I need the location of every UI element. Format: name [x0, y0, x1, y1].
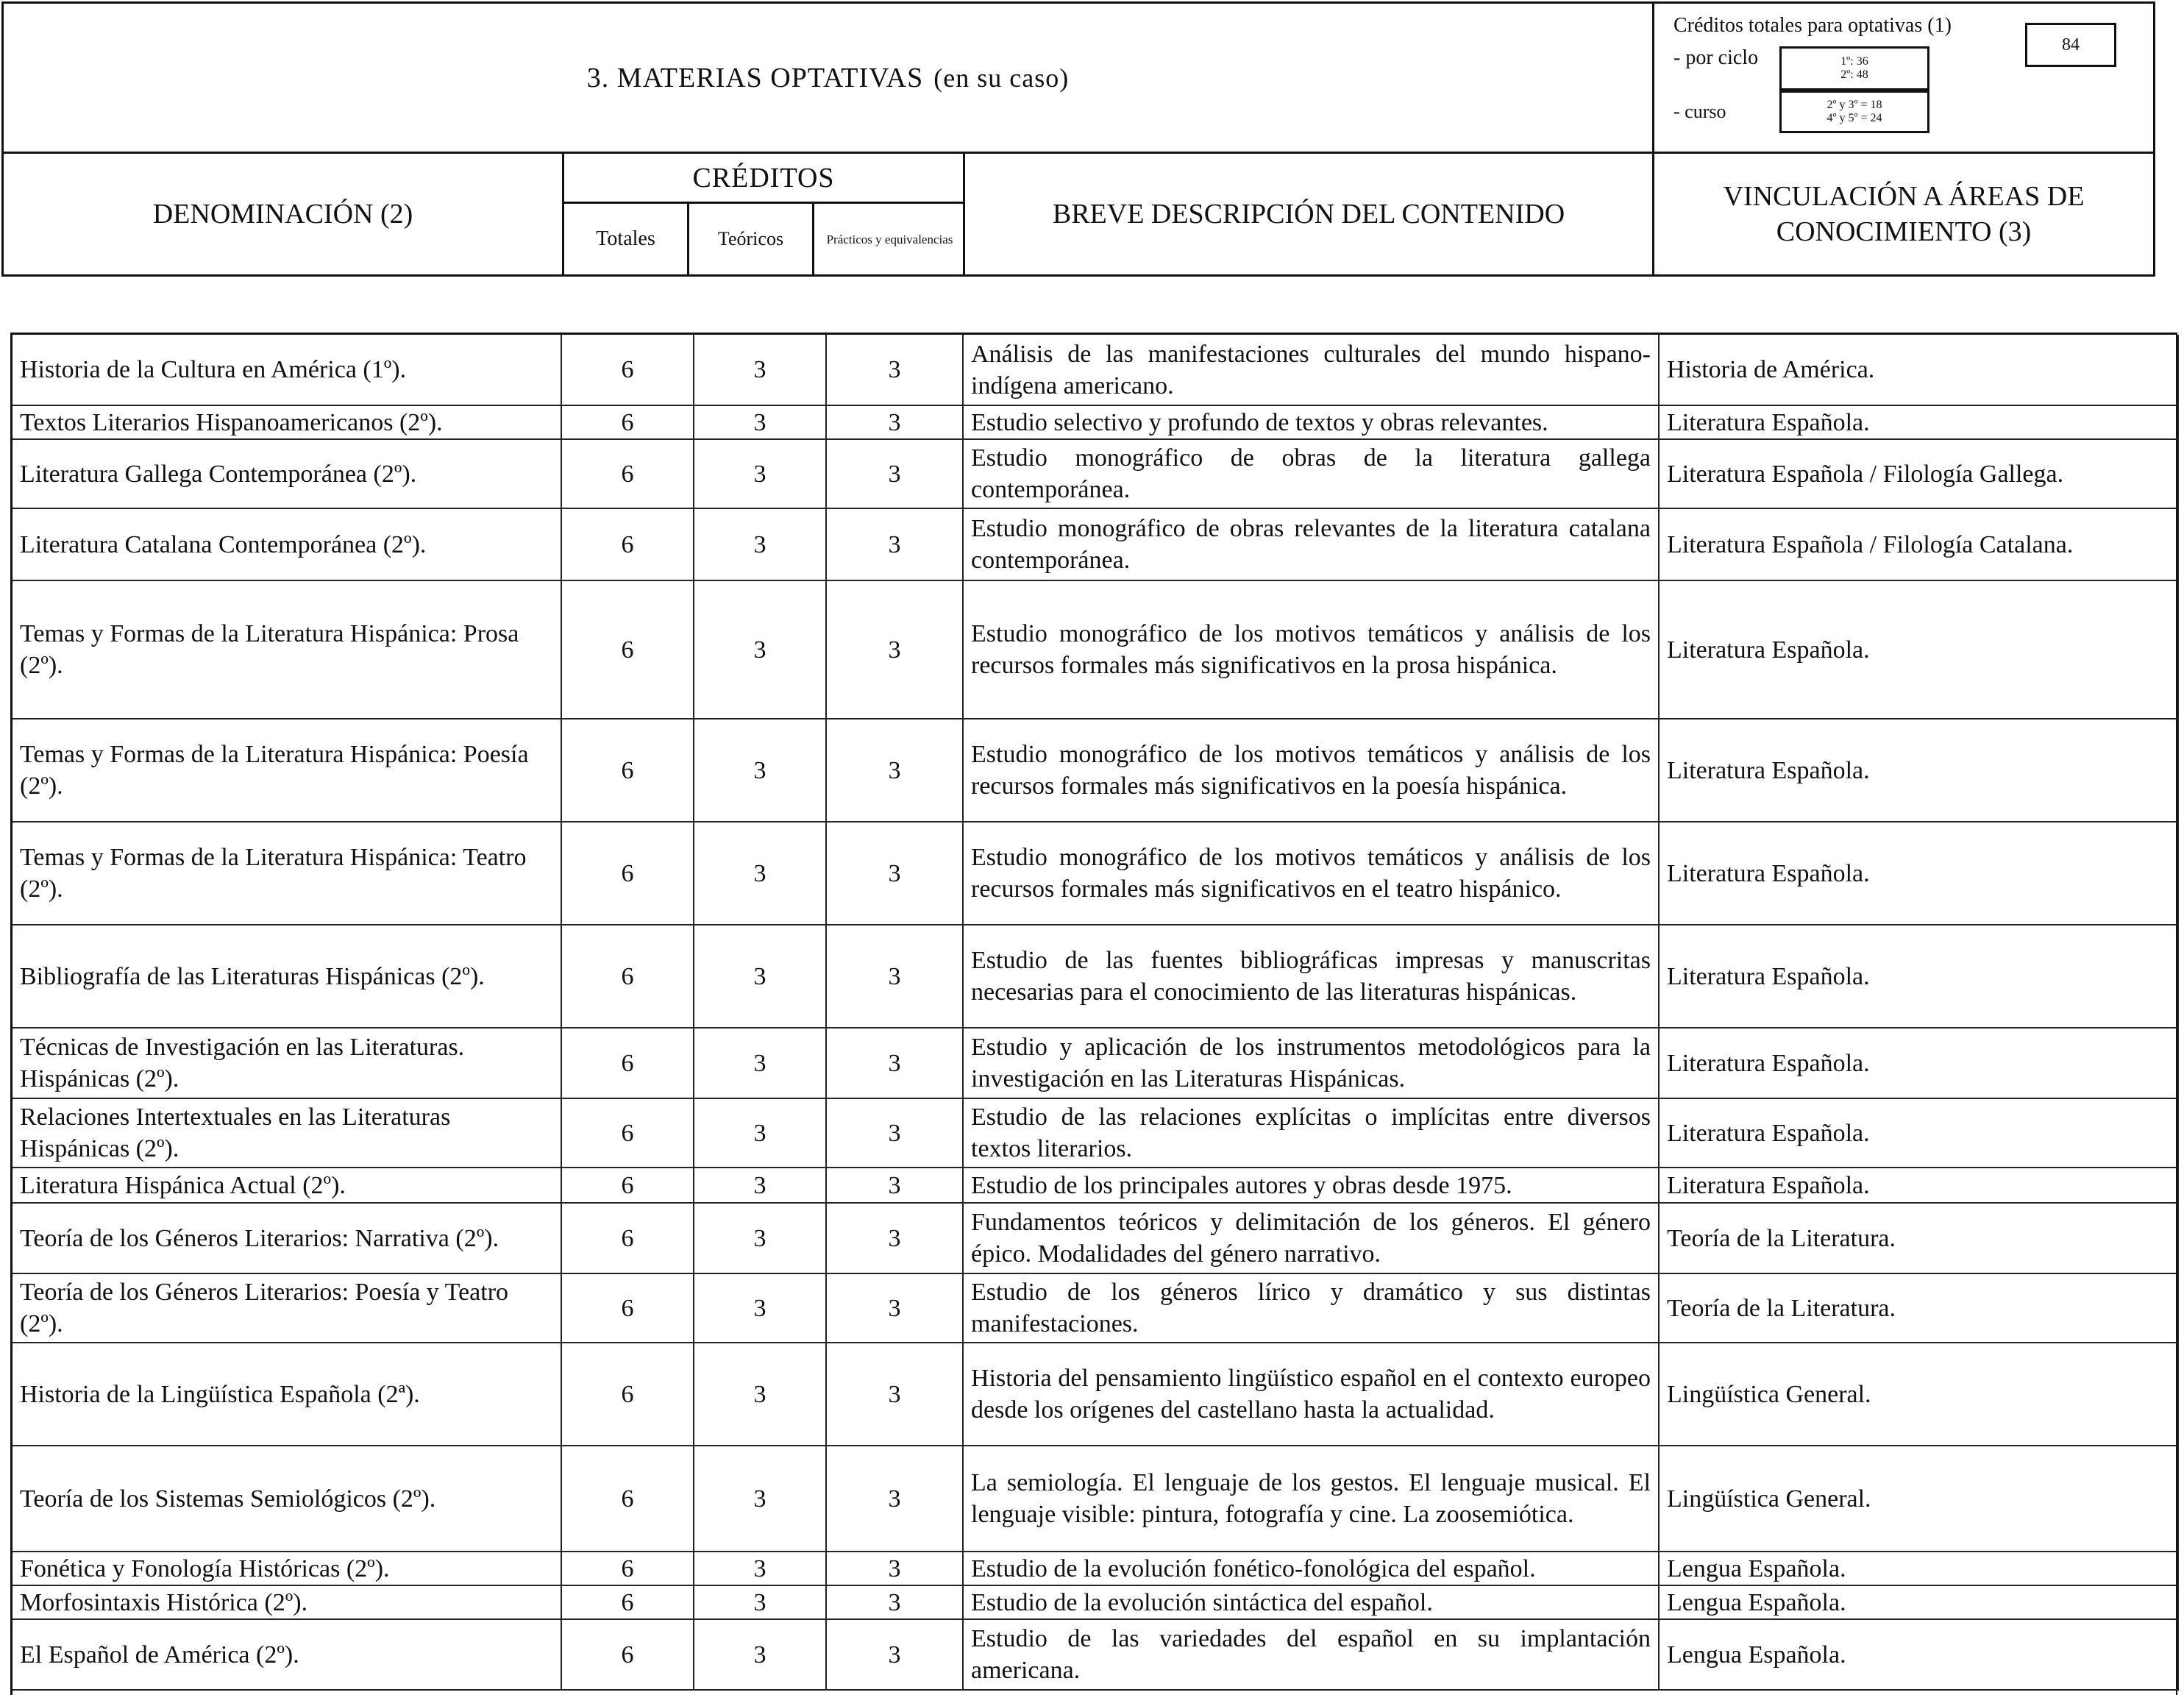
row-practicos: 3: [826, 1028, 963, 1098]
row-practicos: 3: [826, 1585, 963, 1619]
table-row: [13, 1168, 2178, 1203]
row-practicos: 3: [826, 1343, 963, 1446]
row-descripcion: Estudio de los principales autores y obras desde 1975.: [963, 1168, 1659, 1203]
row-totales: 6: [561, 1168, 694, 1203]
table-row: [13, 1273, 2178, 1343]
row-area: Literatura Española.: [1659, 719, 2178, 822]
row-descripcion: Estudio de las variedades del español en su implantación americana.: [963, 1619, 1659, 1690]
header-box: [1, 1, 2155, 277]
row-teoricos: 3: [694, 1552, 826, 1585]
row-totales: 6: [561, 1585, 694, 1619]
table-row: [13, 335, 2178, 405]
por-ciclo-line-2: 2º: 48: [1840, 68, 1868, 81]
row-totales: 6: [561, 1619, 694, 1690]
row-practicos: 3: [826, 439, 963, 508]
row-area: Literatura Española / Filología Gallega.: [1659, 439, 2178, 508]
table-row: [13, 1098, 2178, 1168]
row-practicos: 3: [826, 1098, 963, 1168]
row-descripcion: Fundamentos teóricos y delimitación de los géneros. El género épico. Modalidades del género narrativo.: [963, 1203, 1659, 1273]
row-practicos: 3: [826, 1168, 963, 1203]
column-header-totales: Totales: [564, 204, 689, 274]
row-descripcion: Estudio monográfico de los motivos temáticos y análisis de los recursos formales más significativos en la prosa hispánica.: [963, 580, 1659, 719]
table-row: [13, 1619, 2178, 1690]
materias-table: [13, 335, 2179, 1691]
row-descripcion: Historia del pensamiento lingüístico español en el contexto europeo desde los orígenes del castellano hasta la actualidad.: [963, 1343, 1659, 1446]
row-denominacion: Bibliografía de las Literaturas Hispánicas (2º).: [13, 925, 561, 1028]
row-teoricos: 3: [694, 1446, 826, 1552]
row-practicos: 3: [826, 822, 963, 925]
row-totales: 6: [561, 925, 694, 1028]
creditos-totales-label: Créditos totales para optativas (1): [1673, 14, 1952, 37]
curso-label: - curso: [1673, 101, 1726, 122]
row-area: Literatura Española.: [1659, 1028, 2178, 1098]
row-denominacion: Morfosintaxis Histórica (2º).: [13, 1585, 561, 1619]
row-area: Literatura Española.: [1659, 1168, 2178, 1203]
row-teoricos: 3: [694, 580, 826, 719]
row-practicos: 3: [826, 1552, 963, 1585]
column-header-denominacion: DENOMINACIÓN (2): [4, 154, 564, 274]
row-practicos: 3: [826, 719, 963, 822]
row-teoricos: 3: [694, 822, 826, 925]
row-denominacion: Historia de la Lingüística Española (2ª).: [13, 1343, 561, 1446]
row-descripcion: Estudio y aplicación de los instrumentos metodológicos para la investigación en las Literaturas Hispánicas.: [963, 1028, 1659, 1098]
row-descripcion: La semiología. El lenguaje de los gestos. El lenguaje musical. El lenguaje visible: pintura, fotografía y cine. La zoosemiótica.: [963, 1446, 1659, 1552]
row-descripcion: Estudio monográfico de los motivos temáticos y análisis de los recursos formales más significativos en la poesía hispánica.: [963, 719, 1659, 822]
por-ciclo-label: - por ciclo: [1673, 46, 1759, 69]
row-descripcion: Estudio monográfico de los motivos temáticos y análisis de los recursos formales más significativos en el teatro hispánico.: [963, 822, 1659, 925]
row-area: Literatura Española.: [1659, 822, 2178, 925]
row-teoricos: 3: [694, 1203, 826, 1273]
row-denominacion: Teoría de los Sistemas Semiológicos (2º).: [13, 1446, 561, 1552]
row-teoricos: 3: [694, 925, 826, 1028]
row-teoricos: 3: [694, 405, 826, 439]
row-practicos: 3: [826, 508, 963, 580]
table-row: [13, 1446, 2178, 1552]
row-denominacion: Teoría de los Géneros Literarios: Narrativa (2º).: [13, 1203, 561, 1273]
row-descripcion: Estudio de las relaciones explícitas o implícitas entre diversos textos literarios.: [963, 1098, 1659, 1168]
row-area: Historia de América.: [1659, 335, 2178, 405]
row-teoricos: 3: [694, 1028, 826, 1098]
row-totales: 6: [561, 1098, 694, 1168]
row-practicos: 3: [826, 1619, 963, 1690]
row-denominacion: El Español de América (2º).: [13, 1619, 561, 1690]
row-denominacion: Relaciones Intertextuales en las Literaturas Hispánicas (2º).: [13, 1098, 561, 1168]
table-row: [13, 1552, 2178, 1585]
row-practicos: 3: [826, 335, 963, 405]
section-title-cell: [4, 4, 1654, 154]
row-totales: 6: [561, 405, 694, 439]
table-row: [13, 822, 2178, 925]
row-area: Literatura Española.: [1659, 580, 2178, 719]
row-practicos: 3: [826, 580, 963, 719]
row-area: Teoría de la Literatura.: [1659, 1273, 2178, 1343]
row-descripcion: Análisis de las manifestaciones culturales del mundo hispano-indígena americano.: [963, 335, 1659, 405]
row-teoricos: 3: [694, 508, 826, 580]
column-header-teoricos: Teóricos: [689, 204, 814, 274]
curso-line-1: 2º y 3º = 18: [1826, 99, 1882, 111]
section-title: 3. MATERIAS OPTATIVAS: [586, 62, 924, 93]
row-area: Teoría de la Literatura.: [1659, 1203, 2178, 1273]
row-practicos: 3: [826, 1203, 963, 1273]
table-row: [13, 508, 2178, 580]
column-header-vinculacion: VINCULACIÓN A ÁREAS DE CONOCIMIENTO (3): [1723, 181, 2085, 247]
row-descripcion: Estudio de las fuentes bibliográficas impresas y manuscritas necesarias para el conocimiento de las literaturas hispánicas.: [963, 925, 1659, 1028]
row-denominacion: Literatura Catalana Contemporánea (2º).: [13, 508, 561, 580]
curso-line-2: 4º y 5º = 24: [1826, 112, 1882, 124]
table-row: [13, 925, 2178, 1028]
row-area: Literatura Española.: [1659, 405, 2178, 439]
table-row: [13, 1028, 2178, 1098]
row-denominacion: Historia de la Cultura en América (1º).: [13, 335, 561, 405]
row-denominacion: Literatura Gallega Contemporánea (2º).: [13, 439, 561, 508]
table-row: [13, 1585, 2178, 1619]
row-descripcion: Estudio monográfico de obras relevantes de la literatura catalana contemporánea.: [963, 508, 1659, 580]
creditos-totales-value: 84: [2025, 23, 2116, 67]
por-ciclo-box: [1779, 46, 1929, 90]
row-practicos: 3: [826, 405, 963, 439]
row-totales: 6: [561, 1203, 694, 1273]
materias-table-box: [10, 333, 2177, 1695]
row-area: Lengua Española.: [1659, 1552, 2178, 1585]
row-teoricos: 3: [694, 719, 826, 822]
row-practicos: 3: [826, 1446, 963, 1552]
table-row: [13, 1343, 2178, 1446]
row-denominacion: Temas y Formas de la Literatura Hispánica: Poesía (2º).: [13, 719, 561, 822]
row-totales: 6: [561, 1446, 694, 1552]
row-teoricos: 3: [694, 1343, 826, 1446]
row-area: Lingüística General.: [1659, 1343, 2178, 1446]
row-area: Literatura Española / Filología Catalana.: [1659, 508, 2178, 580]
column-header-breve-descripcion: BREVE DESCRIPCIÓN DEL CONTENIDO: [965, 154, 1654, 274]
table-row: [13, 405, 2178, 439]
por-ciclo-line-1: 1º: 36: [1840, 55, 1868, 68]
row-teoricos: 3: [694, 1619, 826, 1690]
row-denominacion: Fonética y Fonología Históricas (2º).: [13, 1552, 561, 1585]
row-totales: 6: [561, 1552, 694, 1585]
row-area: Literatura Española.: [1659, 925, 2178, 1028]
row-teoricos: 3: [694, 1585, 826, 1619]
row-area: Lingüística General.: [1659, 1446, 2178, 1552]
curso-box: [1779, 90, 1929, 133]
row-area: Lengua Española.: [1659, 1585, 2178, 1619]
row-totales: 6: [561, 1273, 694, 1343]
row-totales: 6: [561, 335, 694, 405]
row-totales: 6: [561, 1028, 694, 1098]
table-row: [13, 439, 2178, 508]
row-totales: 6: [561, 822, 694, 925]
row-denominacion: Técnicas de Investigación en las Literaturas. Hispánicas (2º).: [13, 1028, 561, 1098]
table-row: [13, 719, 2178, 822]
row-totales: 6: [561, 580, 694, 719]
section-subtitle: (en su caso): [933, 63, 1070, 93]
row-practicos: 3: [826, 925, 963, 1028]
column-group-creditos: [564, 154, 965, 274]
row-totales: 6: [561, 508, 694, 580]
row-denominacion: Textos Literarios Hispanoamericanos (2º).: [13, 405, 561, 439]
row-denominacion: Temas y Formas de la Literatura Hispánica: Prosa (2º).: [13, 580, 561, 719]
row-denominacion: Teoría de los Géneros Literarios: Poesía y Teatro (2º).: [13, 1273, 561, 1343]
table-row: [13, 1203, 2178, 1273]
row-teoricos: 3: [694, 335, 826, 405]
row-teoricos: 3: [694, 1273, 826, 1343]
row-area: Lengua Española.: [1659, 1619, 2178, 1690]
row-practicos: 3: [826, 1273, 963, 1343]
row-area: Literatura Española.: [1659, 1098, 2178, 1168]
row-descripcion: Estudio selectivo y profundo de textos y obras relevantes.: [963, 405, 1659, 439]
row-descripcion: Estudio monográfico de obras de la literatura gallega contemporánea.: [963, 439, 1659, 508]
row-descripcion: Estudio de la evolución sintáctica del español.: [963, 1585, 1659, 1619]
row-teoricos: 3: [694, 439, 826, 508]
row-teoricos: 3: [694, 1098, 826, 1168]
row-totales: 6: [561, 719, 694, 822]
row-denominacion: Literatura Hispánica Actual (2º).: [13, 1168, 561, 1203]
row-teoricos: 3: [694, 1168, 826, 1203]
row-descripcion: Estudio de los géneros lírico y dramático y sus distintas manifestaciones.: [963, 1273, 1659, 1343]
creditos-totales-cell: [1654, 4, 2153, 154]
table-row: [13, 580, 2178, 719]
row-totales: 6: [561, 439, 694, 508]
row-totales: 6: [561, 1343, 694, 1446]
column-header-creditos: CRÉDITOS: [564, 154, 963, 204]
row-denominacion: Temas y Formas de la Literatura Hispánica: Teatro (2º).: [13, 822, 561, 925]
row-descripcion: Estudio de la evolución fonético-fonológica del español.: [963, 1552, 1659, 1585]
column-header-practicos: Prácticos y equivalencias: [826, 232, 953, 246]
